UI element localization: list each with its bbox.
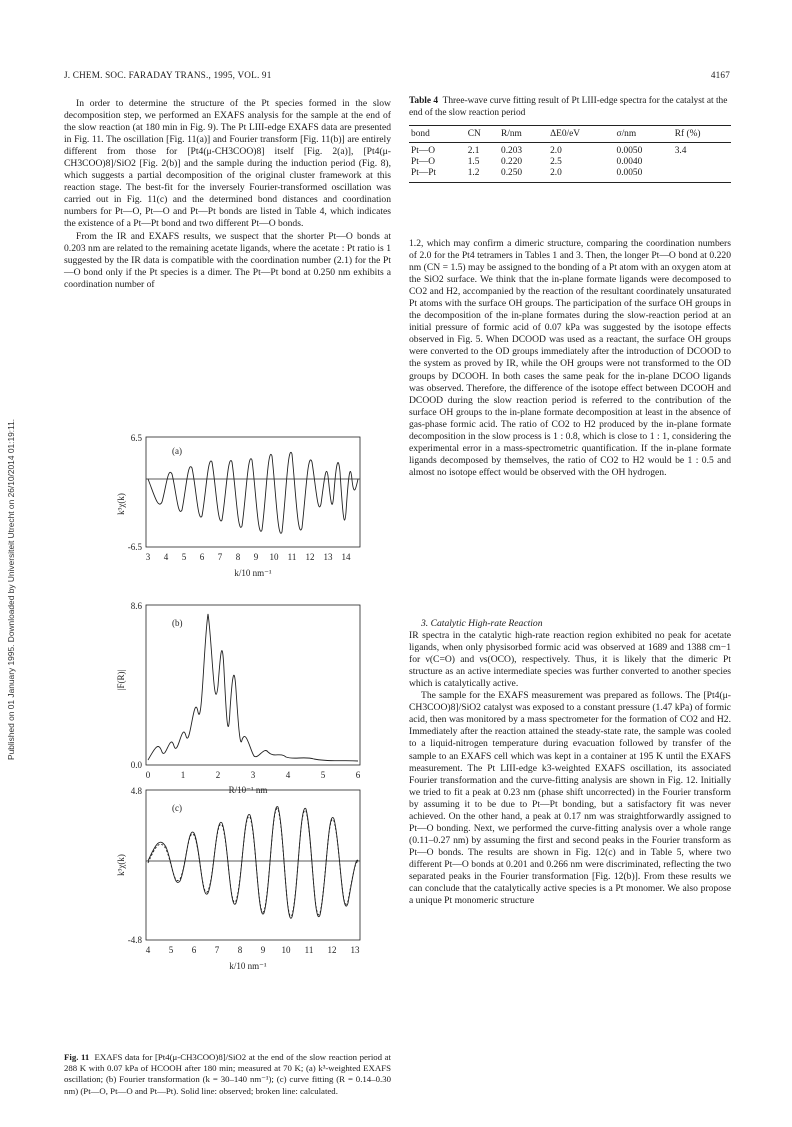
exafs-oscillation-plot <box>108 432 368 582</box>
svg-text:8: 8 <box>237 945 243 955</box>
oscillation-curve <box>148 452 358 533</box>
svg-text:4: 4 <box>285 770 291 780</box>
right-column-section <box>409 618 731 907</box>
svg-text:2: 2 <box>215 770 221 780</box>
svg-text:3: 3 <box>250 770 256 780</box>
y-min-label: -6.5 <box>127 542 142 552</box>
paragraph: 1.2, which may confirm a dimeric structure, comparing the coordination numbers of 2.0 for the Pt4 tetramers in Tables 1 and 3. Then, the longer Pt—O bond at 0.220 nm (CN = 1.5) may be assigned to the bonding of a Pt atom with an oxygen atom at the SiO2 surface. We think that the in-plane formate ligands were decomposed to CO2 and H2, accompanied by the reaction of the resultant coordinately unsaturated Pt atoms with the surface OH groups. The participation of the surface OH groups in the decomposition of the in-plane formates during the slow-reaction period at an initial pressure of formic acid of 0.07 kPa was suggested by the isotope effects observed in Fig. 5. When DCOOD was used as a reactant, the surface OH groups were converted to the OD groups immediately after the introduction of DCOOD to the system as proved by IR, while the OH groups were not transformed to the OD groups by DCOOH. In both cases the same peak for the in-plane DCOO ligands was observed. Therefore, the difference of the isotope effect between DCOOH and DCOOD during the slow reaction period is referred to the contribution of the surface OH groups to the in-plane formate decomposition at least in the absence of gas-phase formic acid. The ratio of CO2 to H2 produced by the in-plane formate decomposition in the slow process is 1 : 0.8, which is close to 1 : 1, considering the experimental error in a mass-spectrometric quantification. If the in-plane formate ligands decomposed by themselves, the ratio of CO2 to H2 would be 1 : 0.5 and almost no isotope effect would be observed with the OH hydrogen. <box>409 238 731 478</box>
panel-label: (a) <box>172 446 182 456</box>
y-min-label: -4.8 <box>127 935 142 945</box>
y-min-label: 0.0 <box>130 760 142 770</box>
svg-text:9: 9 <box>253 552 259 562</box>
svg-text:10: 10 <box>281 945 291 955</box>
svg-text:5: 5 <box>168 945 174 955</box>
svg-text:4: 4 <box>145 945 151 955</box>
x-axis-label: R/10⁻¹ nm <box>228 785 268 795</box>
y-axis-label: |F(R)| <box>116 669 126 691</box>
y-axis-label: k³χ(k) <box>116 854 126 876</box>
paragraph: The sample for the EXAFS measurement was prepared as follows. The [Pt4(μ-CH3COO)8]/SiO2 catalyst was exposed to a constant pressure (1.47 kPa) of formic acid, then was monitored by a mass spectrometer for the formation of CO2 and H2. Immediately after the reaction attained the steady-state rate, the sample was cooled to a liquid-nitrogen temperature during evacuation followed by transfer of the sample to an EXAFS cell which was kept in a container at 195 K until the EXAFS measurement. The Pt LIII-edge k3-weighted EXAFS oscillation, its associated Fourier transformation and the curve-fitting analysis are shown in Fig. 12. Initially we tried to fit a peak at 0.23 nm (phase shift uncorrected) in the Fourier transform by assuming it to be due to Pt—Pt bonding, but a satisfactory fit was never achieved. On the other hand, a peak at 0.17 nm was straightforwardly assigned to Pt—O bonding. Next, we performed the curve-fitting analysis over a whole range (0.11–0.27 nm) by assuming the first and second peaks in the Fourier transform as Pt—O bonds. The results are shown in Fig. 12(c) and in Table 5, where two different Pt—O bonds at 0.201 and 0.266 nm were discriminated, reflecting the two separated peaks in the Fourier transformation [Fig. 12(b)]. From these results we can conclude that the catalytically active species is a Pt monomer. We also propose a unique Pt monomeric structure <box>409 690 731 907</box>
col-header: R/nm <box>499 126 548 143</box>
svg-text:5: 5 <box>320 770 326 780</box>
table-caption: Table 4 Three-wave curve fitting result of Pt LIII-edge spectra for the catalyst at the end of the slow reaction period <box>409 96 728 118</box>
svg-text:7: 7 <box>214 945 220 955</box>
svg-text:5: 5 <box>181 552 187 562</box>
curve-fitting-plot <box>108 785 368 971</box>
left-column <box>64 98 391 291</box>
svg-text:0: 0 <box>145 770 151 780</box>
svg-text:3: 3 <box>145 552 151 562</box>
panel-label: (c) <box>172 803 182 813</box>
col-header: Rf (%) <box>673 126 731 143</box>
table-row: Pt—O 1.5 0.220 2.5 0.0040 <box>411 157 643 167</box>
right-column <box>409 238 731 479</box>
x-ticks <box>146 552 351 562</box>
svg-text:14: 14 <box>341 552 351 562</box>
x-ticks <box>146 945 360 955</box>
svg-text:7: 7 <box>217 552 223 562</box>
svg-text:13: 13 <box>350 945 360 955</box>
y-max-label: 8.6 <box>130 601 142 611</box>
page-number: 4167 <box>710 70 730 80</box>
paragraph: IR spectra in the catalytic high-rate reaction region exhibited no peak for acetate ligands, when only physisorbed formic acid was observed at 1689 and 1388 cm−1 for ν(C=O) and νs(OCO), respectively. Thus, it is likely that the dimeric Pt structure as an active intermediate species was further converted to another species which is catalytically active. <box>409 630 731 690</box>
calculated-curve <box>148 808 358 916</box>
ft-magnitude-curve <box>148 614 358 761</box>
svg-text:12: 12 <box>305 552 315 562</box>
figure-11a <box>108 432 368 587</box>
x-ticks <box>146 770 361 780</box>
svg-text:8: 8 <box>235 552 241 562</box>
x-axis-label: k/10 nm⁻¹ <box>234 568 272 578</box>
x-axis-label: k/10 nm⁻¹ <box>229 961 267 971</box>
y-max-label: 6.5 <box>130 433 142 443</box>
col-header: CN <box>466 126 499 143</box>
svg-text:11: 11 <box>287 552 297 562</box>
table-row: Pt—Pt 1.2 0.250 2.0 0.0050 <box>409 168 731 183</box>
svg-text:4: 4 <box>163 552 169 562</box>
y-max-label: 4.8 <box>130 786 142 796</box>
fit-table <box>409 125 731 183</box>
svg-text:9: 9 <box>260 945 266 955</box>
figure-11-caption: Fig. 11 EXAFS data for [Pt4(μ-CH3COO)8]/SiO2 at the end of the slow reaction period at 288 K with 0.07 kPa of HCOOH after 180 min; measured at 70 K; (a) k³-weighted EXAFS oscillation; (b) Fourier transformation (k = 30–140 nm⁻¹); (c) curve fitting (R = 0.14–0.30 nm) (Pt—O, Pt—O and Pt—Pt). Solid line: observed; broken line: calculated. <box>64 1052 391 1096</box>
svg-text:11: 11 <box>304 945 314 955</box>
svg-text:6: 6 <box>191 945 197 955</box>
journal-header: J. CHEM. SOC. FARADAY TRANS., 1995, VOL. 91 <box>64 70 272 80</box>
col-header: ΔE0/eV <box>548 126 614 143</box>
paragraph: In order to determine the structure of the Pt species formed in the slow decomposition step, we performed an EXAFS analysis for the sample at the end of the slow reaction (at 180 min in Fig. 9). The Pt LIII-edge EXAFS data are presented in Fig. 11. The oscillation [Fig. 11(a)] and Fourier transform [Fig. 11(b)] are entirely different from those for [Pt4(μ-CH3COO)8] itself [Fig. 2(a)], [Pt4(μ-CH3COO)8]/SiO2 [Fig. 2(b)] and the sample during the induction period (Fig. 8), which suggests a partial decomposition of the original cluster framework at this reaction stage. The best-fit for the inversely Fourier-transformed oscillation was carried out in Fig. 11(c) and the determined bond distances and coordination numbers for Pt—O, Pt—O and Pt—Pt bonds are listed in Table 4, which indicates the existence of a Pt—Pt bond and two different Pt—O bonds. <box>64 98 391 230</box>
col-header: σ/nm <box>615 126 673 143</box>
section-heading: 3. Catalytic High-rate Reaction <box>421 618 543 629</box>
figure-11c <box>108 785 368 971</box>
table-row: Pt—O 2.1 0.203 2.0 0.0050 3.4 <box>411 146 687 156</box>
svg-text:12: 12 <box>327 945 337 955</box>
col-header: bond <box>409 126 466 143</box>
y-axis-label: k³χ(k) <box>116 493 126 515</box>
svg-text:1: 1 <box>180 770 186 780</box>
download-watermark: Published on 01 January 1995. Downloaded by Universiteit Utrecht on 26/10/2014 01:19:11. <box>6 418 16 760</box>
svg-text:10: 10 <box>269 552 279 562</box>
table-4 <box>409 96 731 183</box>
svg-text:13: 13 <box>323 552 333 562</box>
panel-label: (b) <box>172 618 183 628</box>
svg-text:6: 6 <box>355 770 361 780</box>
svg-text:6: 6 <box>199 552 205 562</box>
paragraph: From the IR and EXAFS results, we suspect that the shorter Pt—O bonds at 0.203 nm are related to the remaining acetate ligands, where the acetate : Pt ratio is 1 suggested by the IR data is compatible with the coordination number (2.1) for the Pt—O bond only if the Pt species is a dimer. The Pt—Pt bond at 0.250 nm exhibits a coordination number of <box>64 230 391 290</box>
